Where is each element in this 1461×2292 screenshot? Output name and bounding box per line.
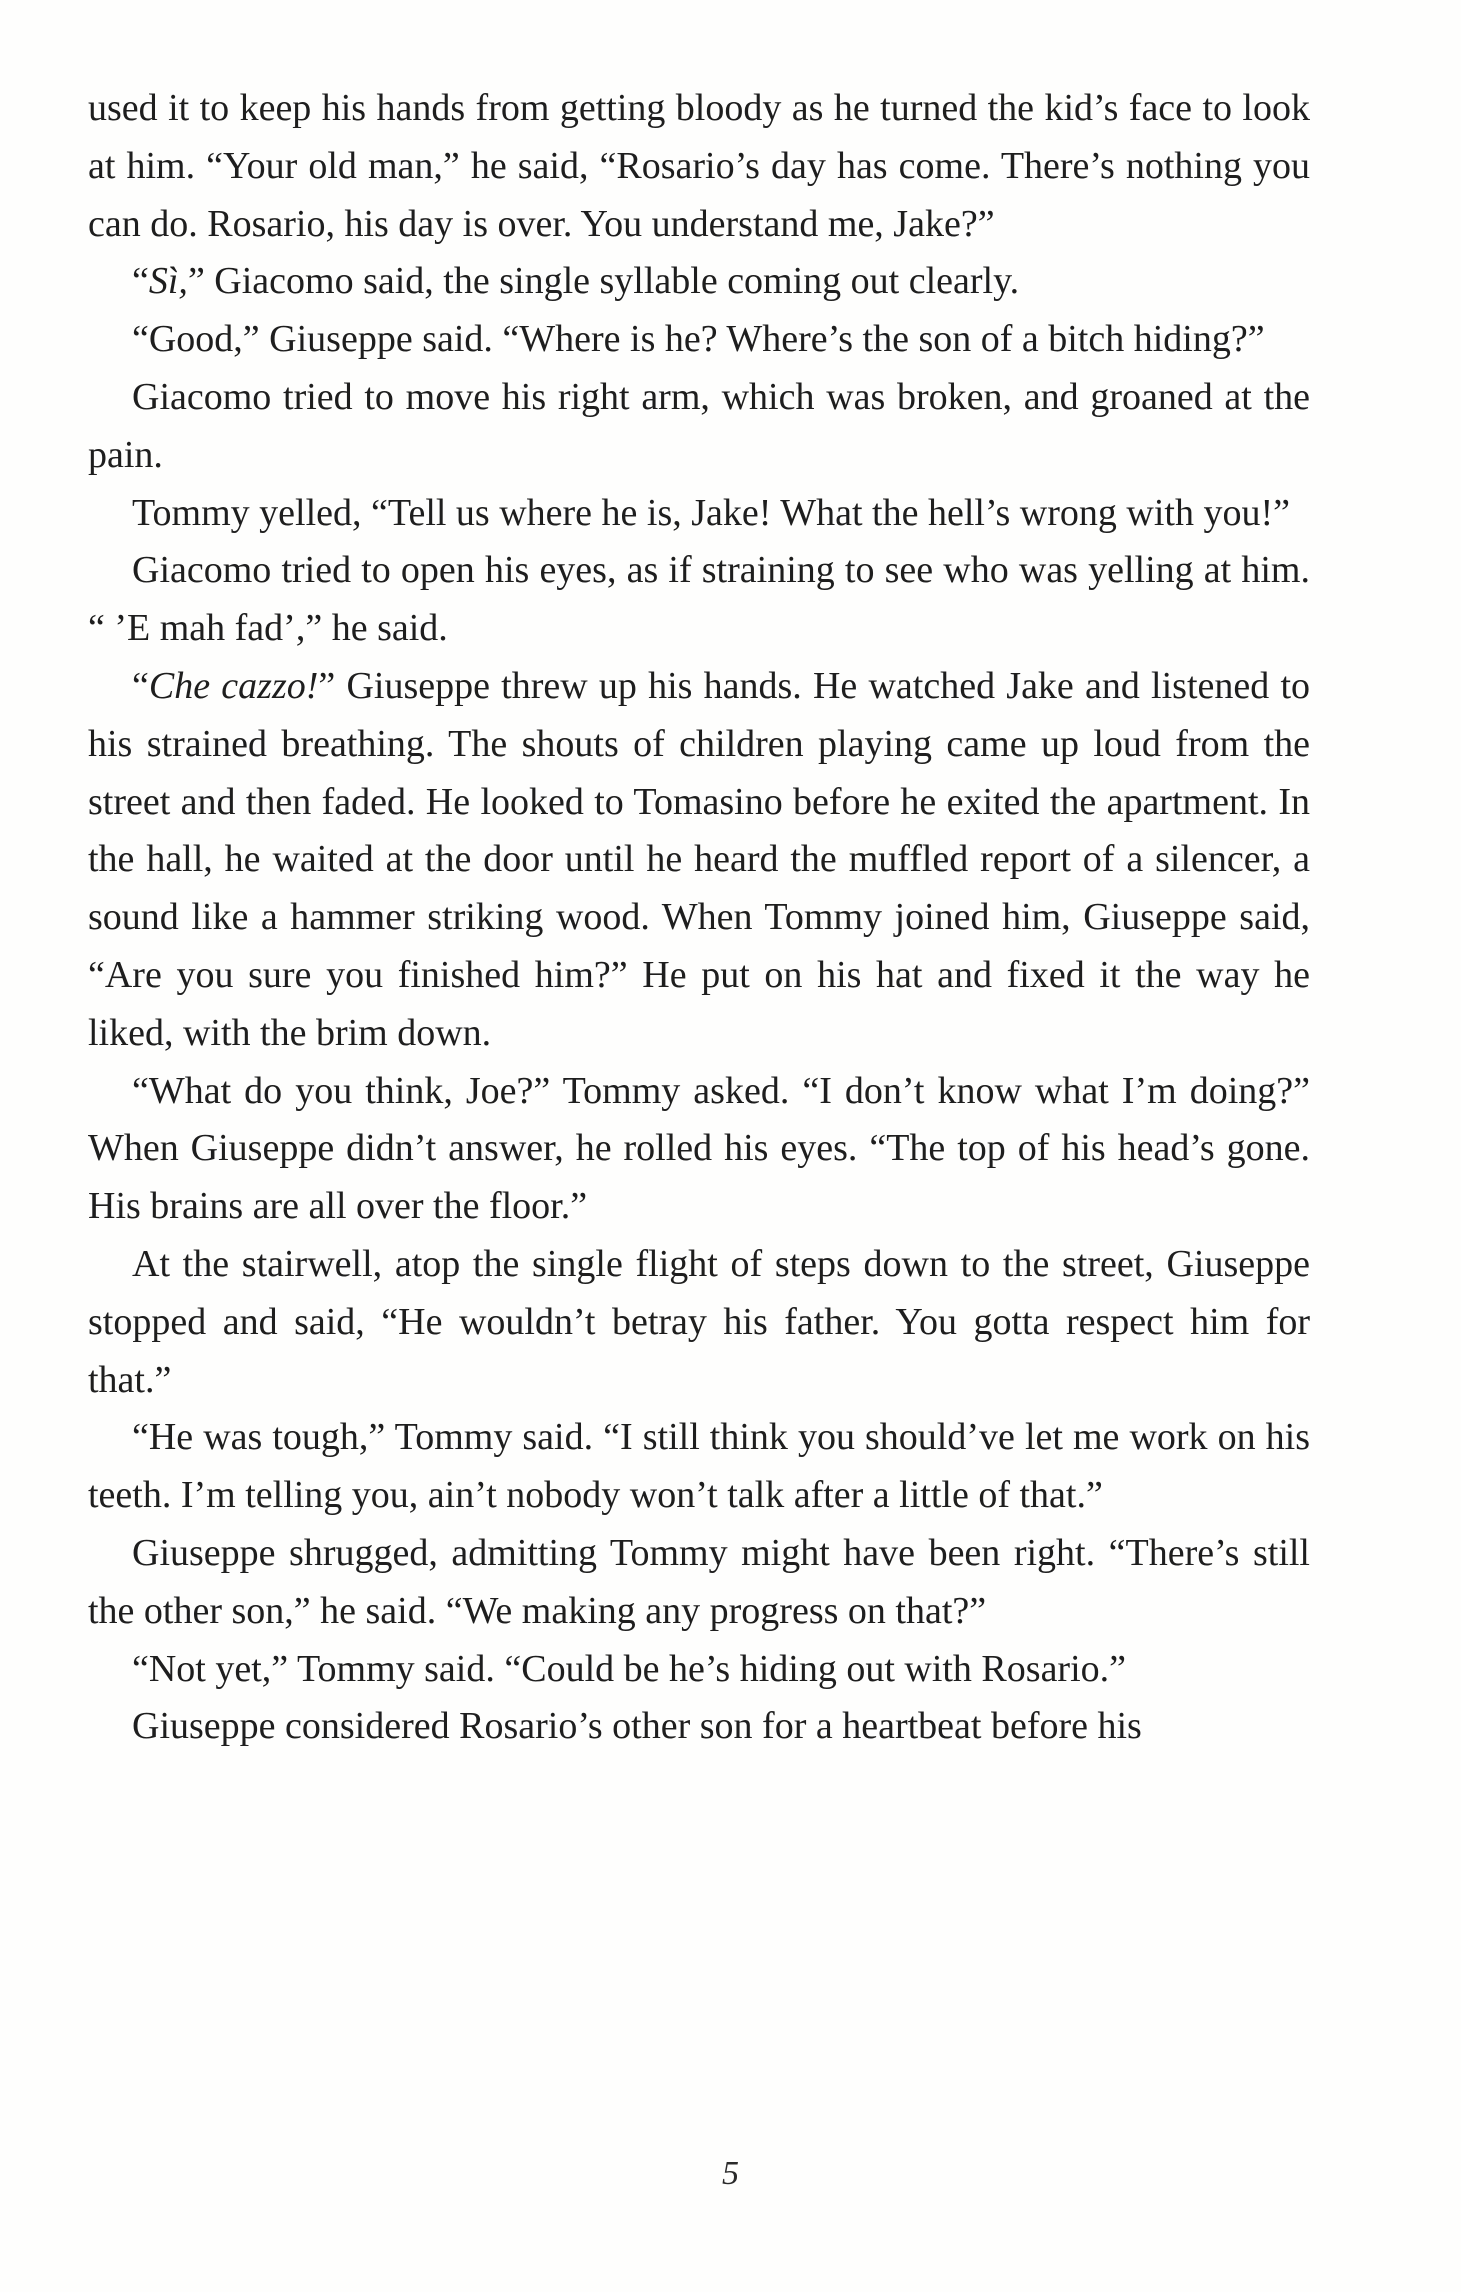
body-text — [88, 80, 1310, 1756]
text-run: “ — [132, 664, 149, 707]
text-run: Giuseppe shrugged, admitting Tommy might have been right. “There’s still the other son,” he said. “We making any progress on that?” — [88, 1531, 1310, 1632]
text-run: At the stairwell, atop the single flight of steps down to the street, Giuseppe stopped and said, “He wouldn’t betray his father. You gotta respect him for that.” — [88, 1242, 1310, 1401]
paragraph — [88, 485, 1310, 543]
text-run: “What do you think, Joe?” Tommy asked. “I don’t know what I’m doing?” When Giuseppe didn’t answer, he rolled his eyes. “The top of his head’s gone. His brains are all over the floor.” — [88, 1069, 1310, 1228]
paragraph — [88, 1409, 1310, 1525]
paragraph — [88, 1641, 1310, 1699]
text-run: “Good,” Giuseppe said. “Where is he? Where’s the son of a bitch hiding?” — [132, 318, 1265, 361]
paragraph — [88, 1063, 1310, 1236]
paragraph — [88, 80, 1310, 253]
paragraph — [88, 1698, 1310, 1756]
italic-text: Sì, — [148, 260, 188, 303]
paragraph — [88, 542, 1310, 658]
paragraph — [88, 253, 1310, 311]
paragraph — [88, 658, 1310, 1063]
text-run: Giacomo tried to open his eyes, as if straining to see who was yelling at him. “ ’E mah fad’,” he said. — [88, 549, 1310, 650]
text-run: “He was tough,” Tommy said. “I still think you should’ve let me work on his teeth. I’m telling you, ain’t nobody won’t talk after a little of that.” — [88, 1416, 1310, 1517]
paragraph — [88, 311, 1310, 369]
text-run: ” Giacomo said, the single syllable coming out clearly. — [187, 260, 1020, 303]
text-run: Giacomo tried to move his right arm, which was broken, and groaned at the pain. — [88, 375, 1310, 476]
text-run: Tommy yelled, “Tell us where he is, Jake! What the hell’s wrong with you!” — [132, 491, 1290, 534]
paragraph — [88, 369, 1310, 485]
text-run: used it to keep his hands from getting bloody as he turned the kid’s face to look at him. “Your old man,” he said, “Rosario’s day has come. There’s nothing you can do. Rosario, his day is over. You understand me, Jake?” — [88, 87, 1310, 245]
text-run: ” Giuseppe threw up his hands. He watched Jake and listened to his strained breathing. The shouts of children playing came up loud from the street and then faded. He looked to Tomasino before he exited the apartment. In the hall, he waited at the door until he heard the muffled report of a silencer, a sound like a hammer striking wood. When Tommy joined him, Giuseppe said, “Are you sure you finished him?” He put on his hat and fixed it the way he liked, with the brim down. — [88, 664, 1311, 1054]
text-run: Giuseppe considered Rosario’s other son for a heartbeat before his — [132, 1705, 1142, 1748]
text-run: “ — [132, 260, 149, 303]
paragraph — [88, 1525, 1310, 1641]
page-number: 5 — [722, 2155, 739, 2192]
italic-text: Che cazzo! — [148, 664, 319, 707]
paragraph — [88, 1236, 1310, 1409]
text-run: “Not yet,” Tommy said. “Could be he’s hiding out with Rosario.” — [132, 1647, 1127, 1690]
